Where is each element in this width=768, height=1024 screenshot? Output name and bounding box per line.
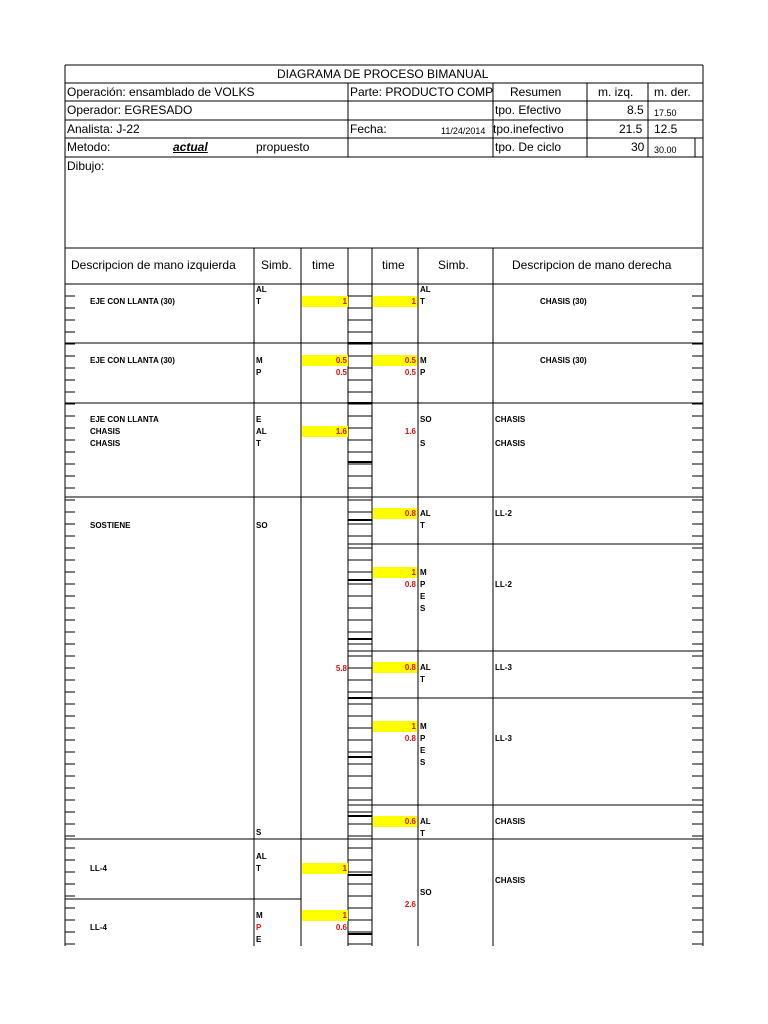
left-simb: SO (256, 521, 268, 530)
left-simb: E (256, 935, 262, 944)
right-simb: T (420, 829, 425, 838)
operador-field: Operador: EGRESADO (67, 103, 193, 117)
right-time: 0.8 (404, 509, 416, 518)
left-simb: S (256, 828, 262, 837)
right-desc-item: LL-2 (495, 580, 512, 589)
right-simb: AL (420, 663, 431, 672)
right-simb: S (420, 439, 426, 448)
left-simb-header: Simb. (261, 258, 292, 272)
resumen-label: Resumen (510, 85, 562, 99)
right-simb: M (420, 356, 427, 365)
tpo-efectivo-der: 17.50 (654, 108, 677, 118)
left-simb: M (256, 356, 263, 365)
left-desc-item: CHASIS (90, 427, 121, 436)
analista-field: Analista: J-22 (67, 122, 140, 136)
left-time: 0.5 (335, 356, 347, 365)
right-simb: AL (420, 817, 431, 826)
left-time: 5.8 (335, 664, 347, 673)
m-der-label: m. der. (654, 85, 691, 99)
left-simb: T (256, 297, 261, 306)
left-desc-item: CHASIS (90, 439, 121, 448)
left-desc-item: LL-4 (90, 923, 107, 932)
right-time: 2.6 (404, 900, 416, 909)
right-desc-item: LL-2 (495, 509, 512, 518)
right-simb: E (420, 592, 426, 601)
tpo-ciclo-der: 30.00 (654, 145, 677, 155)
right-time-header: time (382, 258, 405, 272)
left-simb: P (256, 368, 262, 377)
highlight (373, 721, 417, 732)
tpo-inefectivo-label: tpo.inefectivo (493, 122, 564, 136)
left-desc-header: Descripcion de mano izquierda (71, 258, 236, 272)
right-simb: AL (420, 285, 431, 294)
left-time: 1 (342, 911, 347, 920)
right-time: 0.5 (404, 356, 416, 365)
right-desc-item: CHASIS (495, 439, 526, 448)
right-simb: P (420, 368, 426, 377)
highlight (302, 863, 348, 874)
right-time: 0.5 (404, 368, 416, 377)
right-simb: E (420, 746, 426, 755)
right-simb: T (420, 297, 425, 306)
left-time: 0.6 (335, 923, 347, 932)
highlight (302, 296, 348, 307)
highlight (302, 910, 348, 921)
right-desc-item: CHASIS (495, 817, 526, 826)
right-simb: S (420, 758, 426, 767)
left-simb: AL (256, 285, 267, 294)
left-time: 1 (342, 864, 347, 873)
highlight (373, 296, 417, 307)
left-simb: M (256, 911, 263, 920)
left-simb: P (256, 923, 262, 932)
left-desc-item: EJE CON LLANTA (30) (90, 297, 175, 306)
page-title: DIAGRAMA DE PROCESO BIMANUAL (277, 67, 489, 81)
right-simb: T (420, 675, 425, 684)
right-simb: M (420, 568, 427, 577)
right-simb: SO (420, 415, 432, 424)
fecha-label: Fecha: (350, 122, 387, 136)
metodo-propuesto: propuesto (256, 140, 310, 154)
metodo-label: Metodo: (67, 140, 111, 154)
left-simb: AL (256, 852, 267, 861)
right-desc-header: Descripcion de mano derecha (512, 258, 672, 272)
right-time: 1 (411, 722, 416, 731)
right-time: 1 (411, 568, 416, 577)
fecha-value: 11/24/2014 (441, 126, 486, 136)
left-simb: T (256, 864, 261, 873)
tpo-efectivo-label: tpo. Efectivo (495, 103, 562, 117)
right-simb: S (420, 604, 426, 613)
right-time: 0.8 (404, 580, 416, 589)
tpo-inefectivo-izq: 21.5 (619, 122, 643, 136)
right-desc-item: LL-3 (495, 734, 512, 743)
left-simb: T (256, 439, 261, 448)
left-time: 0.5 (335, 368, 347, 377)
tpo-ciclo-label: tpo. De ciclo (495, 140, 562, 154)
right-desc-item: LL-3 (495, 663, 512, 672)
right-simb-header: Simb. (438, 258, 469, 272)
m-izq-label: m. izq. (598, 85, 634, 99)
right-time: 1.6 (404, 427, 416, 436)
dibujo-label: Dibujo: (67, 159, 105, 173)
right-time: 1 (411, 297, 416, 306)
right-simb: SO (420, 888, 432, 897)
tpo-inefectivo-der: 12.5 (654, 122, 678, 136)
right-desc-item: CHASIS (495, 415, 526, 424)
left-simb: AL (256, 427, 267, 436)
left-desc-item: EJE CON LLANTA (90, 415, 159, 424)
right-simb: P (420, 734, 426, 743)
tpo-ciclo-izq: 30 (631, 140, 645, 154)
left-desc-item: LL-4 (90, 864, 107, 873)
left-time-header: time (312, 258, 335, 272)
right-desc-item: CHASIS (495, 876, 526, 885)
left-simb: E (256, 415, 262, 424)
right-simb: AL (420, 509, 431, 518)
left-desc-item: EJE CON LLANTA (30) (90, 356, 175, 365)
metodo-actual: actual (173, 140, 208, 154)
left-time: 1 (342, 297, 347, 306)
right-simb: M (420, 722, 427, 731)
right-time: 0.8 (404, 663, 416, 672)
tpo-efectivo-izq: 8.5 (627, 103, 644, 117)
right-time: 0.6 (404, 817, 416, 826)
right-simb: P (420, 580, 426, 589)
right-time: 0.8 (404, 734, 416, 743)
left-desc-item: SOSTIENE (90, 521, 131, 530)
right-simb: T (420, 521, 425, 530)
right-desc-item: CHASIS (30) (540, 297, 587, 306)
right-desc-item: CHASIS (30) (540, 356, 587, 365)
parte-field: Parte: PRODUCTO COMP (350, 85, 494, 99)
left-time: 1.6 (335, 427, 347, 436)
operacion-field: Operación: ensamblado de VOLKS (67, 85, 255, 99)
highlight (373, 567, 417, 578)
